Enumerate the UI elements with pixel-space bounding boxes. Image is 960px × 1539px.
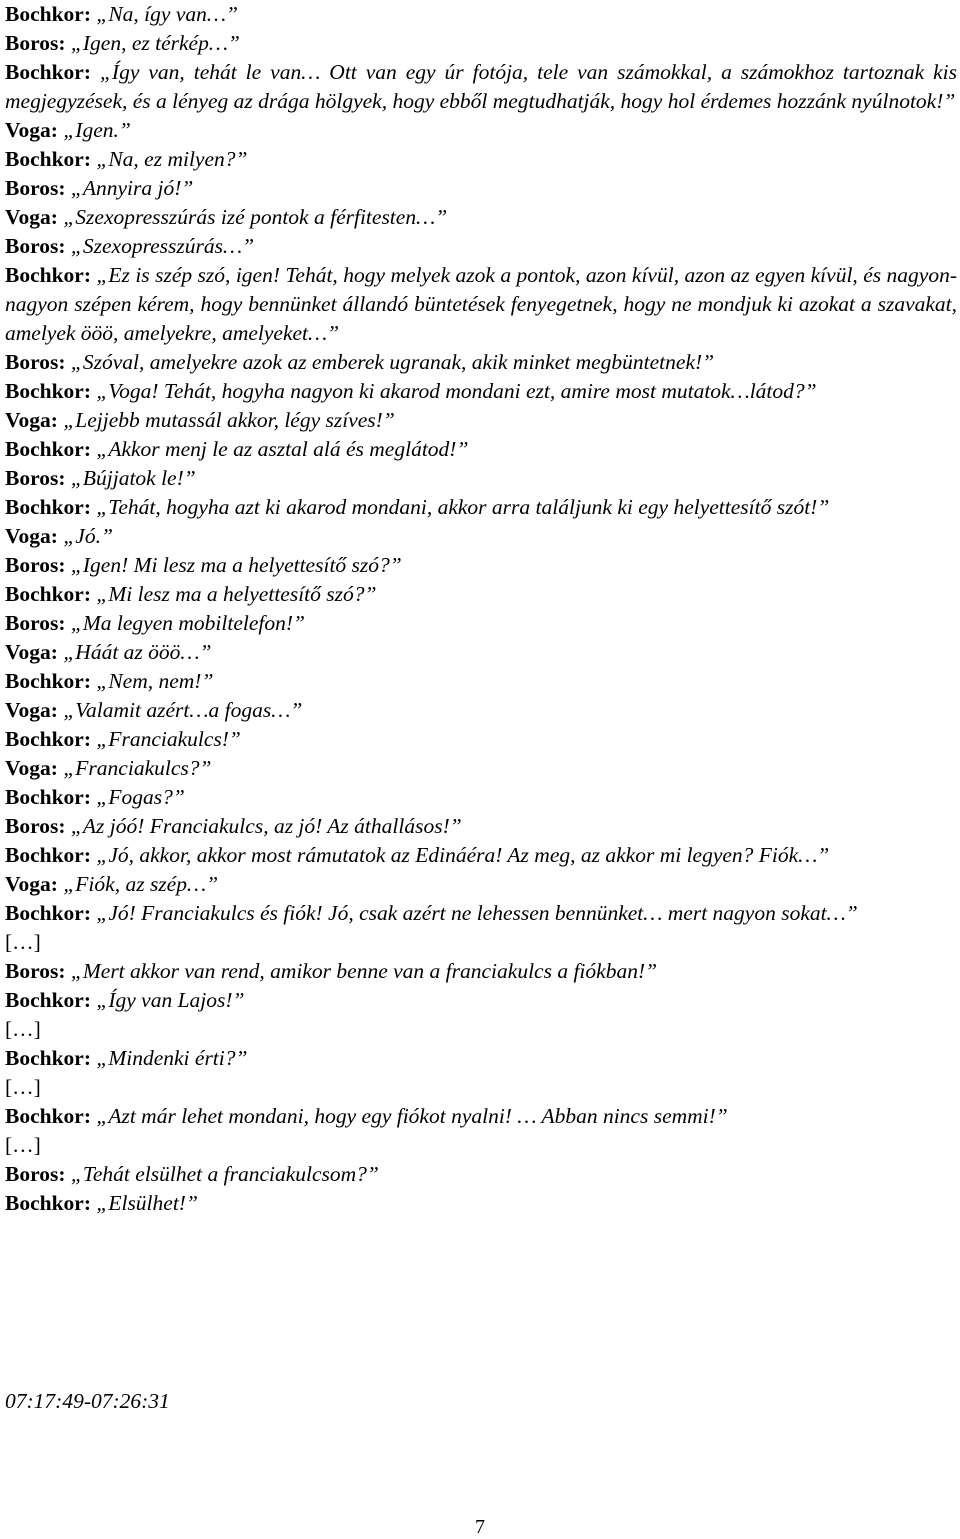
dialogue-line bbox=[5, 1131, 957, 1160]
speaker-name: Boros: bbox=[5, 466, 66, 490]
speaker-name: Voga: bbox=[5, 756, 58, 780]
dialogue-line bbox=[5, 29, 957, 58]
dialogue-line bbox=[5, 667, 957, 696]
spoken-text: „Na, ez milyen?” bbox=[96, 147, 248, 171]
speaker-name: Bochkor: bbox=[5, 988, 91, 1012]
dialogue-line bbox=[5, 203, 957, 232]
dialogue-line bbox=[5, 1044, 957, 1073]
spoken-text: „Annyira jó!” bbox=[70, 176, 194, 200]
dialogue-line bbox=[5, 870, 957, 899]
speaker-name: Boros: bbox=[5, 814, 66, 838]
spoken-text: „Azt már lehet mondani, hogy egy fiókot nyalni! … Abban nincs semmi!” bbox=[96, 1104, 728, 1128]
speaker-name: Voga: bbox=[5, 408, 58, 432]
dialogue-line bbox=[5, 174, 957, 203]
dialogue-line bbox=[5, 145, 957, 174]
spoken-text: „Háát az ööö…” bbox=[63, 640, 212, 664]
dialogue-line bbox=[5, 406, 957, 435]
dialogue-line bbox=[5, 580, 957, 609]
spoken-text: „Bújjatok le!” bbox=[70, 466, 196, 490]
dialogue-line bbox=[5, 725, 957, 754]
dialogue-line bbox=[5, 783, 957, 812]
page-number: 7 bbox=[475, 1516, 485, 1538]
dialogue-line bbox=[5, 464, 957, 493]
dialogue-line bbox=[5, 928, 957, 957]
spoken-text: „Így van Lajos!” bbox=[96, 988, 245, 1012]
speaker-name: Bochkor: bbox=[5, 901, 91, 925]
spoken-text: „Fiók, az szép…” bbox=[63, 872, 219, 896]
speaker-name: Bochkor: bbox=[5, 495, 91, 519]
speaker-name: Bochkor: bbox=[5, 2, 91, 26]
spoken-text: „Igen.” bbox=[63, 118, 131, 142]
speaker-name: Boros: bbox=[5, 234, 66, 258]
dialogue-line bbox=[5, 435, 957, 464]
dialogue-line bbox=[5, 1102, 957, 1131]
speaker-name: Boros: bbox=[5, 959, 66, 983]
dialogue-line bbox=[5, 232, 957, 261]
spoken-text: „Lejjebb mutassál akkor, légy szíves!” bbox=[63, 408, 395, 432]
dialogue-line bbox=[5, 899, 957, 928]
dialogue-line bbox=[5, 696, 957, 725]
transcript bbox=[5, 0, 957, 1218]
speaker-name: Boros: bbox=[5, 1162, 66, 1186]
omission-marker: […] bbox=[5, 1017, 41, 1041]
spoken-text: „Akkor menj le az asztal alá és meglátod!” bbox=[96, 437, 469, 461]
speaker-name: Boros: bbox=[5, 350, 66, 374]
spoken-text: „Jó! Franciakulcs és fiók! Jó, csak azért ne lehessen bennünket… mert nagyon sokat…” bbox=[96, 901, 858, 925]
speaker-name: Voga: bbox=[5, 640, 58, 664]
speaker-name: Bochkor: bbox=[5, 437, 91, 461]
dialogue-line bbox=[5, 957, 957, 986]
dialogue-line bbox=[5, 986, 957, 1015]
dialogue-line bbox=[5, 1073, 957, 1102]
spoken-text: „Jó.” bbox=[63, 524, 113, 548]
speaker-name: Bochkor: bbox=[5, 843, 91, 867]
speaker-name: Bochkor: bbox=[5, 263, 91, 287]
speaker-name: Bochkor: bbox=[5, 785, 91, 809]
dialogue-line bbox=[5, 754, 957, 783]
speaker-name: Bochkor: bbox=[5, 1191, 91, 1215]
speaker-name: Voga: bbox=[5, 698, 58, 722]
speaker-name: Boros: bbox=[5, 176, 66, 200]
speaker-name: Boros: bbox=[5, 611, 66, 635]
dialogue-line bbox=[5, 261, 957, 348]
dialogue-line bbox=[5, 58, 957, 116]
timestamp: 07:17:49-07:26:31 bbox=[5, 1389, 170, 1413]
speaker-name: Voga: bbox=[5, 205, 58, 229]
speaker-name: Bochkor: bbox=[5, 379, 91, 403]
omission-marker: […] bbox=[5, 1133, 41, 1157]
dialogue-line bbox=[5, 522, 957, 551]
spoken-text: „Tehát elsülhet a franciakulcsom?” bbox=[70, 1162, 379, 1186]
dialogue-line bbox=[5, 609, 957, 638]
dialogue-line bbox=[5, 812, 957, 841]
spoken-text: „Franciakulcs?” bbox=[63, 756, 212, 780]
speaker-name: Voga: bbox=[5, 872, 58, 896]
spoken-text: „Így van, tehát le van… Ott van egy úr fotója, tele van számokkal, a számokhoz tartoznak kis megjegyzések, és a lényeg az drága hölgyek, hogy ebből megtudhatják, hogy hol érdemes hozzánk nyúlnotok!” bbox=[5, 60, 957, 113]
speaker-name: Boros: bbox=[5, 31, 66, 55]
spoken-text: „Mindenki érti?” bbox=[96, 1046, 248, 1070]
dialogue-line bbox=[5, 638, 957, 667]
spoken-text: „Mi lesz ma a helyettesítő szó?” bbox=[96, 582, 377, 606]
spoken-text: „Ez is szép szó, igen! Tehát, hogy melyek azok a pontok, azon kívül, azon az egyen kívül, és nagyon-nagyon szépen kérem, hogy bennünket állandó büntetések fenyegetnek, hogy ne mondjuk ki azokat a szavakat, amelyek ööö, amelyekre, amelyeket…” bbox=[5, 263, 958, 345]
speaker-name: Bochkor: bbox=[5, 727, 91, 751]
dialogue-line bbox=[5, 1015, 957, 1044]
spoken-text: „Szexopresszúrás…” bbox=[70, 234, 255, 258]
speaker-name: Voga: bbox=[5, 524, 58, 548]
spoken-text: „Jó, akkor, akkor most rámutatok az Edináéra! Az meg, az akkor mi legyen? Fiók…” bbox=[96, 843, 830, 867]
spoken-text: „Voga! Tehát, hogyha nagyon ki akarod mondani ezt, amire most mutatok…látod?” bbox=[96, 379, 817, 403]
dialogue-line bbox=[5, 348, 957, 377]
speaker-name: Voga: bbox=[5, 118, 58, 142]
speaker-name: Bochkor: bbox=[5, 60, 91, 84]
spoken-text: „Igen, ez térkép…” bbox=[70, 31, 240, 55]
spoken-text: „Elsülhet!” bbox=[96, 1191, 198, 1215]
omission-marker: […] bbox=[5, 1075, 41, 1099]
speaker-name: Bochkor: bbox=[5, 1104, 91, 1128]
dialogue-line bbox=[5, 493, 957, 522]
spoken-text: „Fogas?” bbox=[96, 785, 185, 809]
spoken-text: „Nem, nem!” bbox=[96, 669, 214, 693]
speaker-name: Bochkor: bbox=[5, 669, 91, 693]
speaker-name: Bochkor: bbox=[5, 582, 91, 606]
spoken-text: „Mert akkor van rend, amikor benne van a franciakulcs a fiókban!” bbox=[70, 959, 658, 983]
spoken-text: „Tehát, hogyha azt ki akarod mondani, akkor arra találjunk ki egy helyettesítő szót!” bbox=[96, 495, 830, 519]
omission-marker: […] bbox=[5, 930, 41, 954]
dialogue-line bbox=[5, 551, 957, 580]
spoken-text: „Franciakulcs!” bbox=[96, 727, 241, 751]
spoken-text: „Szexopresszúrás izé pontok a férfitesten…” bbox=[63, 205, 448, 229]
spoken-text: „Szóval, amelyekre azok az emberek ugranak, akik minket megbüntetnek!” bbox=[70, 350, 715, 374]
speaker-name: Boros: bbox=[5, 553, 66, 577]
speaker-name: Bochkor: bbox=[5, 147, 91, 171]
dialogue-line bbox=[5, 1160, 957, 1189]
speaker-name: Bochkor: bbox=[5, 1046, 91, 1070]
dialogue-line bbox=[5, 116, 957, 145]
dialogue-line bbox=[5, 377, 957, 406]
dialogue-line bbox=[5, 841, 957, 870]
dialogue-line bbox=[5, 1189, 957, 1218]
spoken-text: „Valamit azért…a fogas…” bbox=[63, 698, 303, 722]
spoken-text: „Igen! Mi lesz ma a helyettesítő szó?” bbox=[70, 553, 402, 577]
spoken-text: „Ma legyen mobiltelefon!” bbox=[70, 611, 305, 635]
spoken-text: „Az jóó! Franciakulcs, az jó! Az áthallásos!” bbox=[70, 814, 462, 838]
dialogue-line bbox=[5, 0, 957, 29]
spoken-text: „Na, így van…” bbox=[96, 2, 238, 26]
